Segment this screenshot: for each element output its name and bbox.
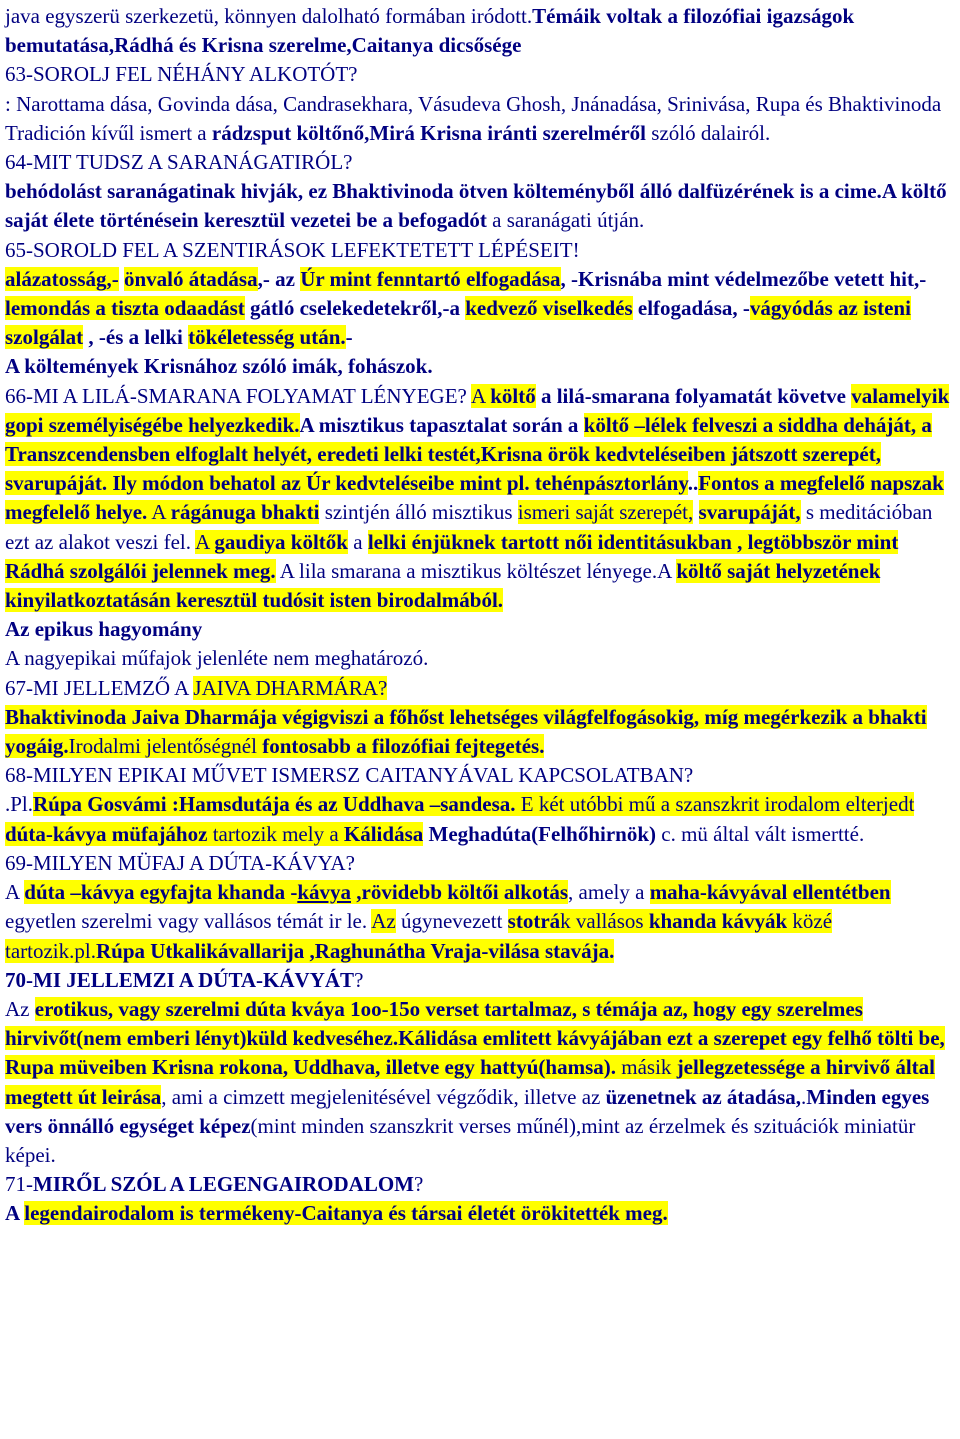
- text-run: ?: [414, 1172, 424, 1197]
- text-run: ,rövidebb költői alkotás: [351, 880, 569, 905]
- text-run: -: [345, 325, 353, 350]
- text-run: Témáik voltak a filozófiai igazságok bemutatása,Rádhá és Krisna szerelme,Caitanya dicsősége: [5, 4, 855, 58]
- text-run: legendairodalom is termékeny-Caitanya és társai életét örökitették meg.: [24, 1201, 668, 1226]
- text-run: ?: [354, 967, 364, 992]
- text-run: , amely a: [568, 880, 650, 905]
- text-run: költő –lélek felveszi a siddha deháját, a Transzcendensben elfoglalt helyét, eredeti lelki testét,Krisna örök kedvteléseiben játszott szerepét, svarupáját. Ily módon behatol az Úr kedvteléseibe mint pl. tehénpásztorlány: [5, 412, 932, 496]
- text-run: elfogadása, -: [632, 296, 750, 321]
- paragraph: [5, 60, 956, 89]
- text-run: Az: [371, 909, 396, 934]
- text-run: A: [147, 500, 171, 525]
- paragraph: [5, 1170, 956, 1199]
- text-run: gaudiya költők: [214, 529, 348, 554]
- paragraph: [5, 177, 956, 235]
- paragraph: [5, 703, 956, 761]
- text-run: 63-SOROLJ FEL NÉHÁNY ALKOTÓT?: [5, 62, 358, 87]
- paragraph: [5, 1199, 956, 1228]
- text-run: úgynevezett: [395, 909, 508, 934]
- text-run: lemondás a tiszta odaadást: [5, 296, 245, 321]
- paragraph: [5, 119, 956, 148]
- text-run: tartozik mely a: [207, 821, 344, 846]
- paragraph: [5, 382, 956, 616]
- text-run: költő saját helyzetének kinyilatkoztatásán keresztül tudósit isten birodalmából.: [5, 558, 881, 613]
- text-run: gátló cselekedetekről,-a: [244, 296, 466, 321]
- text-run: Minden egyes vers önnálló egységet képez: [5, 1084, 930, 1138]
- text-run: [693, 500, 698, 524]
- text-run: Rúpa Utkalikávallarija ,Raghunátha Vraja-vilása stavája.: [95, 938, 615, 963]
- paragraph: [5, 90, 956, 119]
- text-run: Az epikus hagyomány: [5, 617, 203, 642]
- text-run: 68-MILYEN EPIKAI MŰVET ISMERSZ CAITANYÁVAL KAPCSOLATBAN?: [5, 763, 694, 788]
- text-run: vágyódás az isteni szolgálat: [5, 296, 911, 350]
- text-run: .: [801, 1084, 807, 1109]
- text-run: üzenetnek az átadása,: [605, 1084, 802, 1109]
- text-run: A misztikus tapasztalat során a: [299, 412, 584, 437]
- text-run: 66-MI A LILÁ-SMARANA FOLYAMAT LÉNYEGE?: [5, 383, 471, 408]
- text-run: khanda kávyák: [648, 909, 788, 934]
- text-run: A lila smarana a misztikus költészet lényege.A: [275, 558, 677, 583]
- text-run: kávya: [297, 880, 351, 905]
- text-run: költő: [490, 383, 536, 408]
- paragraph: [5, 352, 956, 381]
- text-run: .Pl.: [5, 792, 34, 817]
- text-run: svarupáját,: [698, 500, 801, 525]
- text-run: rágánuga bhakti: [170, 500, 320, 525]
- text-run: 65-SOROLD FEL A SZENTIRÁSOK LEFEKTETETT LÉPÉSEIT!: [5, 237, 580, 262]
- text-run: valamelyik gopi személyiségébe helyezkedik.: [5, 383, 950, 437]
- text-run: jellegzetessége a hirvivő által megtett út leirása: [5, 1055, 936, 1109]
- text-run: A nagyepikai műfajok jelenléte nem meghatározó.: [5, 646, 429, 671]
- text-run: 69-MILYEN MÜFAJ A DÚTA-KÁVYA?: [5, 850, 355, 875]
- text-run: A költemények Krisnához szóló imák, fohászok.: [5, 354, 433, 379]
- paragraph: [5, 995, 956, 1170]
- text-run: dúta-kávya müfajához: [5, 821, 208, 846]
- text-run: k vallásos: [560, 909, 649, 934]
- text-run: (mint minden szanszkrit verses műnél),mint az érzelmek és szituációk miniatür képei.: [5, 1113, 916, 1167]
- text-run: A: [195, 529, 215, 554]
- text-run: 64-MIT TUDSZ A SARANÁGATIRÓL?: [5, 150, 353, 175]
- text-run: rádzsput költőnő,Mirá Krisna iránti szerelméről: [211, 120, 647, 145]
- text-run: kedvező viselkedés: [465, 296, 633, 321]
- paragraph: [5, 790, 956, 848]
- text-run: ismeri saját szerepét,: [517, 500, 694, 525]
- text-run: MIRŐL SZÓL A LEGENGAIRODALOM: [33, 1172, 414, 1197]
- text-run: , -és a lelki: [83, 325, 189, 350]
- paragraph: [5, 644, 956, 673]
- text-run: a saranágati útján.: [486, 208, 645, 233]
- text-run: közé tartozik.pl.: [5, 909, 833, 963]
- text-run: tökéletesség után.: [188, 325, 346, 350]
- text-run: JAIVA DHARMÁRA?: [193, 675, 388, 700]
- paragraph: [5, 761, 956, 790]
- paragraph: [5, 265, 956, 353]
- text-run: 71-: [5, 1172, 33, 1197]
- text-run: megfelelő napszak megfelelő helye.: [5, 471, 944, 525]
- text-run: ,- az: [257, 266, 301, 291]
- text-run: : Narottama dása, Govinda dása, Candrasekhara, Vásudeva Ghosh, Jnánadása, Srinivása, Rupa és Bhaktivinoda: [5, 91, 942, 116]
- text-run: szóló dalairól.: [646, 120, 771, 145]
- text-run: másik: [616, 1055, 677, 1080]
- paragraph: [5, 148, 956, 177]
- text-run: egyetlen szerelmi vagy vallásos témát ir le.: [5, 909, 372, 934]
- text-run: Rúpa Gosvámi :Hamsdutája és az Uddhava –sandesa.: [33, 792, 516, 817]
- text-run: Úr mint fenntartó elfogadása: [300, 266, 561, 291]
- text-run: a: [347, 529, 368, 554]
- text-run: fontosabb a filozófiai fejtegetés.: [262, 734, 545, 759]
- text-run: stotrá: [507, 909, 561, 934]
- text-run: behódolást saranágatinak hivják, ez Bhaktivinoda ötven költeményből álló dalfüzérének is a cime.: [5, 179, 882, 204]
- text-run: java egyszerü szerkezetü, könnyen dalolható formában iródott.: [5, 4, 533, 28]
- paragraph: [5, 2, 956, 60]
- text-run: Irodalmi jelentőségnél: [68, 734, 263, 759]
- paragraph: [5, 674, 956, 703]
- text-run: A költő saját élete történésein keresztül vezetei be a befogadót: [5, 179, 947, 233]
- text-run: önvaló átadása: [124, 266, 258, 291]
- text-run: lelki énjüknek tartott női identitásukban , legtöbbször mint Rádhá szolgálói jelennek meg.: [5, 529, 899, 583]
- text-run: Bhaktivinoda Jaiva Dharmája végigviszi a főhőst lehetséges világfelfogásokig, míg megérkezik a bhakti yogáig.: [5, 704, 927, 759]
- text-run: 67-MI JELLEMZŐ A: [5, 675, 194, 700]
- text-run: Fontos a: [698, 471, 780, 496]
- text-run: , -Krisnába mint védelmezőbe vetett hit,-: [560, 266, 927, 291]
- paragraph: [5, 615, 956, 644]
- text-run: A: [470, 383, 491, 408]
- paragraph: [5, 966, 956, 995]
- paragraph: [5, 849, 956, 878]
- text-run: alázatosság,-: [5, 266, 119, 291]
- paragraph: [5, 236, 956, 265]
- text-run: a lilá-smarana folyamatát követve: [535, 383, 852, 408]
- text-run: A: [5, 880, 25, 905]
- paragraph: [5, 878, 956, 966]
- text-run: s meditációban ezt az alakot veszi fel.: [5, 500, 933, 554]
- text-run: maha-kávyával ellentétben: [649, 880, 891, 905]
- text-run: c. mü által vált ismertté.: [656, 821, 865, 846]
- text-run: dúta –kávya egyfajta khanda -: [24, 880, 298, 905]
- text-run: ..: [687, 471, 699, 496]
- text-run: Meghadúta(Felhőhirnök): [428, 821, 657, 846]
- text-run: Tradición kívűl ismert a: [5, 120, 212, 145]
- text-run: Az: [5, 996, 35, 1021]
- text-run: , ami a cimzett megjelenitésével végződik, illetve az: [161, 1084, 606, 1109]
- text-run: 70-MI JELLEMZI A DÚTA-KÁVYÁT: [5, 967, 355, 992]
- text-run: E két utóbbi mű a szanszkrit irodalom elterjedt: [515, 792, 915, 817]
- text-run: szintjén álló misztikus: [319, 500, 518, 525]
- text-run: A: [5, 1201, 25, 1226]
- text-run: Kálidása: [343, 821, 424, 846]
- text-run: erotikus, vagy szerelmi dúta kváya 1oo-15o verset tartalmaz, s témája az, hogy egy szerelmes hirvivőt(nem emberi lényt)küld kedveséhez.Kálidása emlitett kávyájában ezt a szerepet egy felhő tölti be, Rupa müveiben Krisna rokona, Uddhava, illetve egy hattyú(hamsa).: [5, 996, 945, 1080]
